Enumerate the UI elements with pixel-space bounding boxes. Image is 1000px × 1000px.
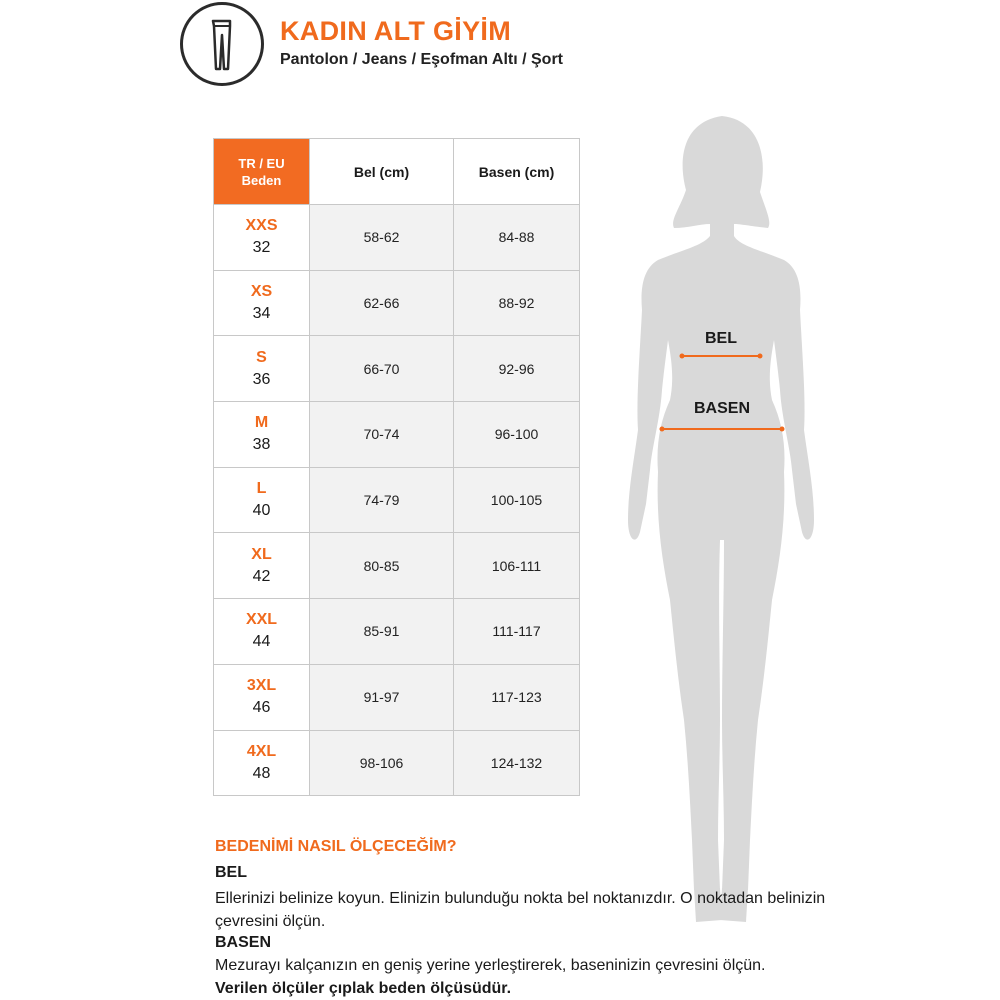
header-size-line1: TR / EU xyxy=(238,155,285,171)
size-cell xyxy=(214,205,310,271)
table-row xyxy=(214,270,580,336)
size-letter: XXS xyxy=(245,217,278,235)
size-cell xyxy=(214,533,310,599)
basen-value: 124-132 xyxy=(454,730,580,796)
size-letter: XL xyxy=(251,545,272,563)
header-bel: Bel (cm) xyxy=(310,139,454,205)
size-letter: L xyxy=(256,480,267,498)
table-row xyxy=(214,730,580,796)
header-basen: Basen (cm) xyxy=(454,139,580,205)
table-row xyxy=(214,402,580,468)
size-number: 38 xyxy=(252,436,271,454)
table-row xyxy=(214,205,580,271)
bel-value: 58-62 xyxy=(310,205,454,271)
basen-value: 117-123 xyxy=(454,664,580,730)
basen-value: 96-100 xyxy=(454,402,580,468)
size-letter: 3XL xyxy=(246,677,277,695)
size-letter: XS xyxy=(250,283,273,301)
header-size-line2: Beden xyxy=(241,172,282,188)
size-number: 34 xyxy=(252,305,271,323)
waist-marker-left xyxy=(680,354,685,359)
size-number: 48 xyxy=(252,764,271,782)
size-cell xyxy=(214,270,310,336)
bel-value: 62-66 xyxy=(310,270,454,336)
size-cell xyxy=(214,336,310,402)
table-row xyxy=(214,533,580,599)
size-chart-table xyxy=(213,138,580,796)
waist-title: BEL xyxy=(215,864,247,881)
size-number: 32 xyxy=(252,239,271,257)
bel-value: 80-85 xyxy=(310,533,454,599)
size-number: 40 xyxy=(252,502,271,520)
bel-value: 74-79 xyxy=(310,467,454,533)
table-row xyxy=(214,467,580,533)
bel-value: 70-74 xyxy=(310,402,454,468)
trousers-icon xyxy=(180,2,264,86)
header-size xyxy=(214,139,310,205)
size-cell xyxy=(214,402,310,468)
hip-marker-left xyxy=(660,427,665,432)
size-cell xyxy=(214,730,310,796)
hip-label: BASEN xyxy=(694,400,751,417)
waist-text-line1: Ellerinizi belinize koyun. Elinizin bulunduğu nokta bel noktanızdır. O noktadan belinizin xyxy=(215,890,826,907)
measurement-note: Verilen ölçüler çıplak beden ölçüsüdür. xyxy=(215,980,512,997)
basen-value: 88-92 xyxy=(454,270,580,336)
hip-title: BASEN xyxy=(215,934,272,951)
basen-value: 100-105 xyxy=(454,467,580,533)
waist-text-line2: çevresini ölçün. xyxy=(215,913,326,930)
bel-value: 98-106 xyxy=(310,730,454,796)
table-row xyxy=(214,664,580,730)
bel-value: 66-70 xyxy=(310,336,454,402)
basen-value: 106-111 xyxy=(454,533,580,599)
waist-instructions xyxy=(215,887,835,933)
size-letter: 4XL xyxy=(246,742,277,760)
size-number: 46 xyxy=(252,699,271,717)
size-letter: XXL xyxy=(245,611,278,629)
table-header-row xyxy=(214,139,580,205)
size-number: 42 xyxy=(252,567,271,585)
basen-value: 111-117 xyxy=(454,599,580,665)
table-row xyxy=(214,336,580,402)
size-letter: S xyxy=(256,348,267,366)
silhouette-shape xyxy=(628,116,814,922)
bel-value: 91-97 xyxy=(310,664,454,730)
page-subtitle: Pantolon / Jeans / Eşofman Altı / Şort xyxy=(280,51,564,68)
basen-value: 84-88 xyxy=(454,205,580,271)
size-cell xyxy=(214,664,310,730)
size-number: 36 xyxy=(252,370,271,388)
hip-marker-right xyxy=(780,427,785,432)
basen-value: 92-96 xyxy=(454,336,580,402)
table-row xyxy=(214,599,580,665)
size-cell xyxy=(214,467,310,533)
hip-instructions: Mezurayı kalçanızın en geniş yerine yerleştirerek, baseninizin çevresini ölçün. xyxy=(215,957,766,974)
page-title: KADIN ALT GİYİM xyxy=(280,16,511,46)
size-number: 44 xyxy=(252,633,271,651)
waist-marker-right xyxy=(758,354,763,359)
body-silhouette xyxy=(600,100,840,960)
size-letter: M xyxy=(254,414,269,432)
bel-value: 85-91 xyxy=(310,599,454,665)
waist-label: BEL xyxy=(705,330,737,347)
how-to-measure-heading: BEDENİMİ NASIL ÖLÇECEĞİM? xyxy=(215,838,457,855)
size-cell xyxy=(214,599,310,665)
